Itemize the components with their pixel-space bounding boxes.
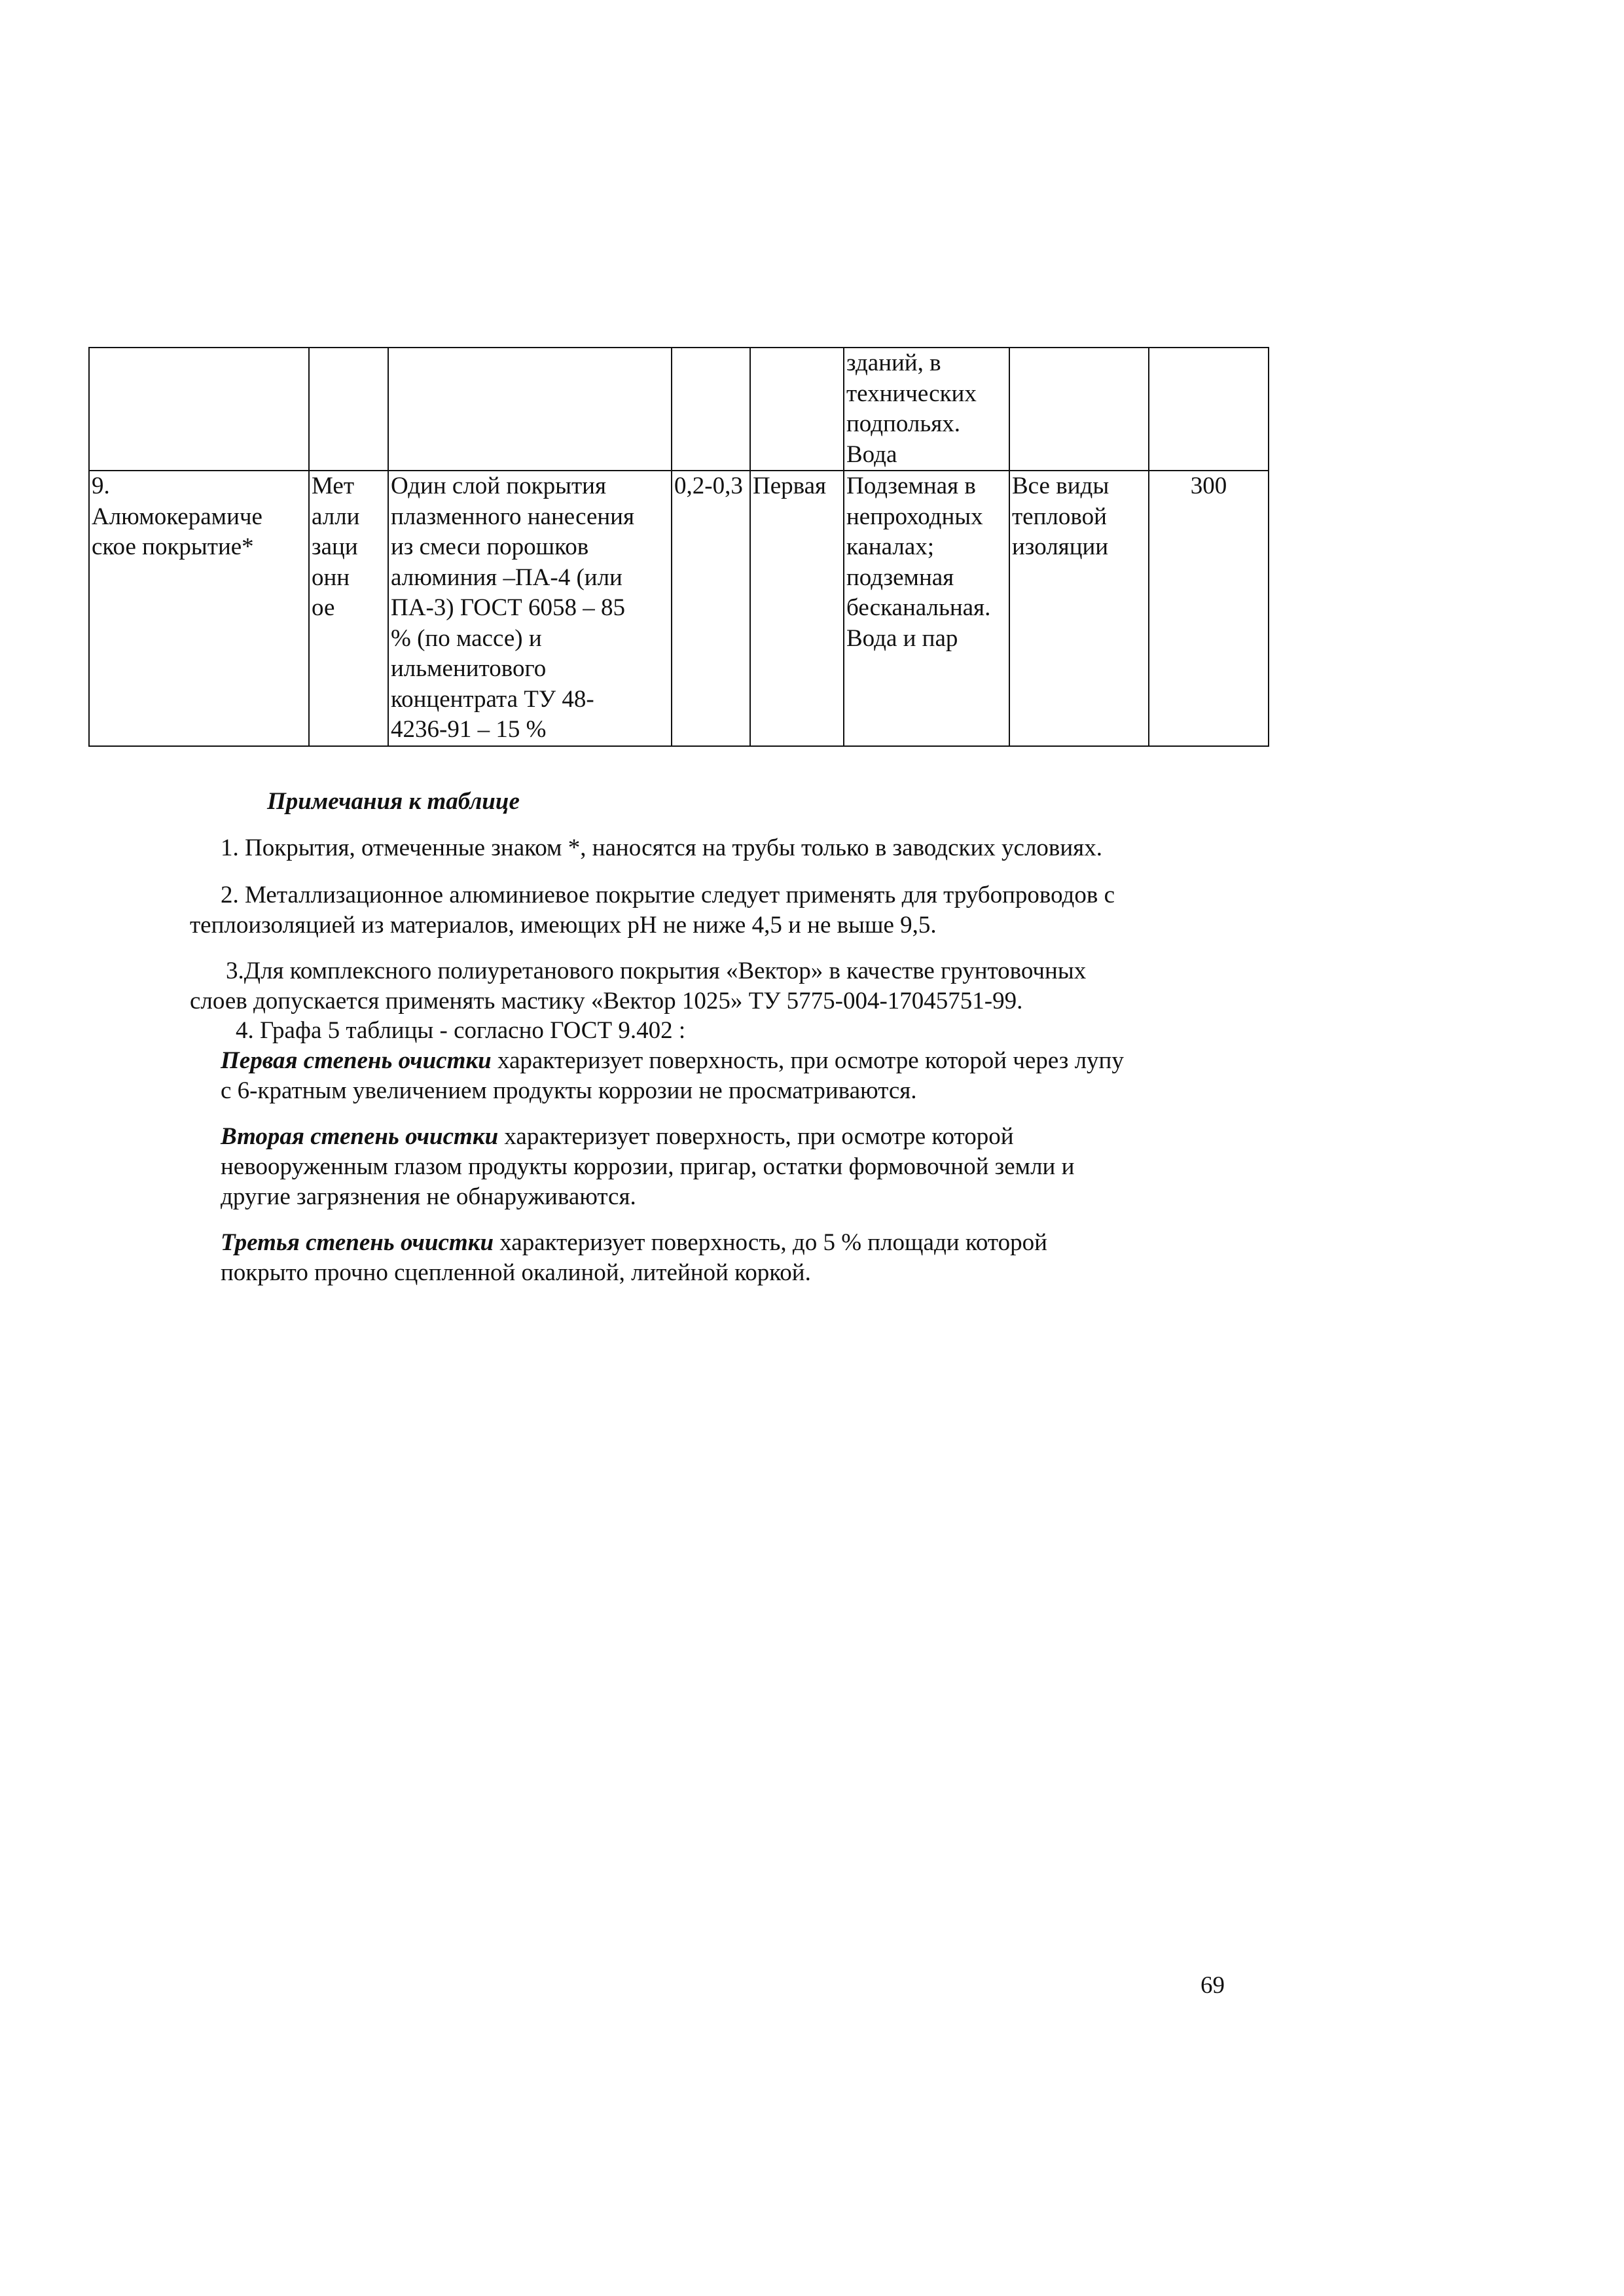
table-cell	[309, 348, 388, 471]
table-cell-thickness: 0,2-0,3	[672, 471, 750, 746]
third-degree-term: Третья степень очистки	[221, 1229, 494, 1256]
third-degree-line-1	[221, 1228, 1228, 1259]
first-degree-text: характеризует поверхность, при осмотре которой через лупу	[491, 1047, 1124, 1074]
third-degree-line-2: покрыто прочно сцепленной окалиной, литейной коркой.	[221, 1259, 811, 1286]
note-3-line-1: 3.Для комплексного полиуретанового покрытия «Вектор» в качестве грунтовочных	[226, 958, 1087, 984]
notes-title: Примечания к таблице	[267, 788, 520, 815]
second-degree-term: Вторая степень очистки	[221, 1123, 499, 1150]
table-row	[89, 348, 1269, 471]
table-cell	[388, 348, 672, 471]
first-degree-term: Первая степень очистки	[221, 1047, 492, 1074]
table-cell-laying: Подземная в непроходных каналах; подземная бесканальная. Вода и пар	[844, 471, 1009, 746]
table-cell	[750, 348, 844, 471]
table-cell	[89, 348, 309, 471]
table-cell-temperature: 300	[1149, 471, 1269, 746]
first-degree-line-2: с 6-кратным увеличением продукты коррозии не просматриваются.	[221, 1077, 917, 1104]
table-cell-composition: Один слой покрытия плазменного нанесения из смеси порошков алюминия –ПА-4 (или ПА-3) ГОСТ 6058 – 85 % (по массе) и ильменитового концентрата ТУ 48- 4236-91 – 15 %	[388, 471, 672, 746]
table-cell	[672, 348, 750, 471]
table-cell-coating-name: 9. Алюмокерамиче ское покрытие*	[89, 471, 309, 746]
second-degree-line-3: другие загрязнения не обнаруживаются.	[221, 1183, 636, 1210]
coatings-table	[88, 347, 1269, 747]
note-1: 1. Покрытия, отмеченные знаком *, наносятся на трубы только в заводских условиях.	[221, 834, 1102, 861]
table-cell-laying: зданий, в технических подпольях. Вода	[844, 348, 1009, 471]
table-cell-cleaning-degree: Первая	[750, 471, 844, 746]
table-cell	[1149, 348, 1269, 471]
first-degree-line-1	[221, 1046, 1228, 1077]
table-row	[89, 471, 1269, 746]
note-4: 4. Графа 5 таблицы - согласно ГОСТ 9.402 :	[236, 1017, 686, 1044]
note-2-line-1: 2. Металлизационное алюминиевое покрытие следует применять для трубопроводов с	[221, 882, 1115, 908]
note-3-line-2: слоев допускается применять мастику «Вектор 1025» ТУ 5775-004-17045751-99.	[190, 988, 1023, 1014]
second-degree-text: характеризует поверхность, при осмотре которой	[498, 1123, 1014, 1150]
table-cell-insulation: Все виды тепловой изоляции	[1009, 471, 1149, 746]
table-cell-coating-type: Мет алли заци онн ое	[309, 471, 388, 746]
page-number: 69	[1200, 1972, 1225, 1999]
third-degree-text: характеризует поверхность, до 5 % площади которой	[494, 1229, 1047, 1256]
second-degree-line-2: невооруженным глазом продукты коррозии, пригар, остатки формовочной земли и	[221, 1153, 1075, 1180]
coatings-table-container	[88, 347, 1268, 747]
second-degree-line-1	[221, 1122, 1228, 1153]
note-2-line-2: теплоизоляцией из материалов, имеющих рН не ниже 4,5 и не выше 9,5.	[190, 912, 937, 939]
table-cell	[1009, 348, 1149, 471]
